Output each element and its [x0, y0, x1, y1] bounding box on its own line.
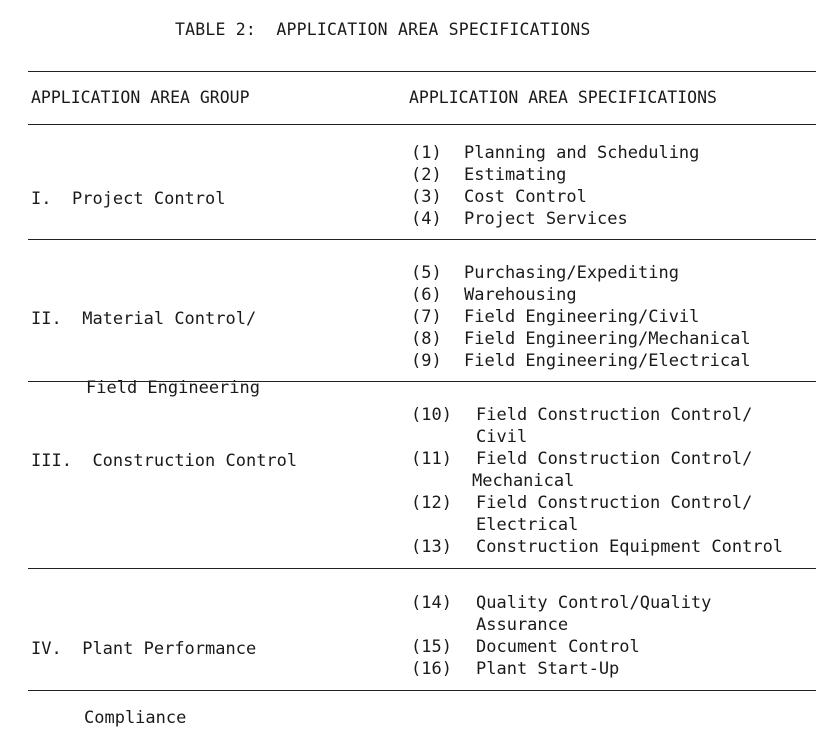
- spec-text: Planning and Scheduling: [464, 143, 700, 163]
- spec-number: (8): [411, 329, 442, 349]
- spec-number: (3): [411, 187, 442, 207]
- spec-item: [411, 262, 751, 284]
- spec-text: Estimating: [464, 165, 567, 185]
- spec-text: Field Construction Control/: [476, 405, 753, 425]
- spec-number: (6): [411, 285, 442, 305]
- spec-text: Warehousing: [464, 285, 577, 305]
- group-name-line: Plant Performance: [82, 639, 257, 659]
- spec-item: [411, 350, 751, 372]
- group-name-line: Compliance: [84, 708, 187, 728]
- group-name: [31, 262, 260, 423]
- spec-number: (1): [411, 143, 442, 163]
- group-name-line: Material Control/: [82, 309, 257, 329]
- group-roman: IV.: [31, 639, 62, 659]
- top-rule: [28, 71, 816, 72]
- spec-number: (13): [411, 537, 452, 557]
- spec-item: [411, 208, 699, 230]
- spec-text: Field Construction Control/: [476, 449, 753, 469]
- group-name-line: Field Engineering: [86, 378, 260, 398]
- spec-text: Field Construction Control/: [476, 493, 753, 513]
- spec-item: [411, 658, 711, 680]
- group-name-line: Project Control: [71, 189, 226, 209]
- spec-item: [411, 142, 699, 164]
- spec-number: (15): [411, 637, 452, 657]
- spec-number: (16): [411, 659, 452, 679]
- group-name: [31, 142, 226, 234]
- spec-list: [411, 262, 751, 372]
- spec-number: (11): [411, 449, 452, 469]
- group-name: [31, 592, 256, 753]
- spec-item: [411, 164, 699, 186]
- spec-number: (7): [411, 307, 442, 327]
- spec-text: Field Engineering/Civil: [464, 307, 700, 327]
- bottom-rule: [28, 690, 816, 691]
- spec-item: [411, 636, 711, 658]
- spec-text: Cost Control: [464, 187, 587, 207]
- spec-number: (2): [411, 165, 442, 185]
- spec-text: Field Engineering/Mechanical: [464, 329, 751, 349]
- spec-list: [411, 592, 711, 680]
- spec-list: [411, 404, 783, 558]
- group-name: [31, 404, 297, 496]
- spec-item: [411, 404, 783, 448]
- spec-text: Project Services: [464, 209, 628, 229]
- spec-list: [411, 142, 699, 230]
- spec-number: (14): [411, 593, 452, 613]
- spec-number: (9): [411, 351, 442, 371]
- spec-number: (5): [411, 263, 442, 283]
- spec-item: [411, 592, 711, 636]
- spec-item: [411, 536, 783, 558]
- spec-item: [411, 284, 751, 306]
- spec-item: [411, 186, 699, 208]
- table-title: TABLE 2: APPLICATION AREA SPECIFICATIONS: [175, 20, 591, 39]
- spec-text-cont: Mechanical: [472, 471, 575, 491]
- group-divider: [28, 239, 816, 240]
- group-divider: [28, 381, 816, 382]
- column-header-group: APPLICATION AREA GROUP: [31, 88, 250, 107]
- group-roman: II.: [31, 309, 62, 329]
- group-roman: III.: [31, 451, 72, 471]
- spec-item: [411, 328, 751, 350]
- spec-item: [411, 492, 783, 536]
- spec-text-cont: Civil: [476, 427, 528, 447]
- group-roman: I.: [31, 189, 52, 209]
- spec-item: [411, 448, 783, 492]
- spec-text-cont: Assurance: [476, 615, 569, 635]
- spec-number: (12): [411, 493, 452, 513]
- spec-text: Field Engineering/Electrical: [464, 351, 751, 371]
- spec-text: Purchasing/Expediting: [464, 263, 679, 283]
- spec-text: Document Control: [476, 637, 640, 657]
- spec-text: Quality Control/Quality: [476, 593, 712, 613]
- spec-number: (4): [411, 209, 442, 229]
- header-rule: [28, 124, 816, 125]
- group-name-line: Construction Control: [92, 451, 298, 471]
- column-header-specs: APPLICATION AREA SPECIFICATIONS: [409, 88, 717, 107]
- spec-item: [411, 306, 751, 328]
- spec-text: Plant Start-Up: [476, 659, 620, 679]
- spec-text-cont: Electrical: [476, 515, 579, 535]
- group-divider: [28, 568, 816, 569]
- spec-number: (10): [411, 405, 452, 425]
- spec-text: Construction Equipment Control: [476, 537, 784, 557]
